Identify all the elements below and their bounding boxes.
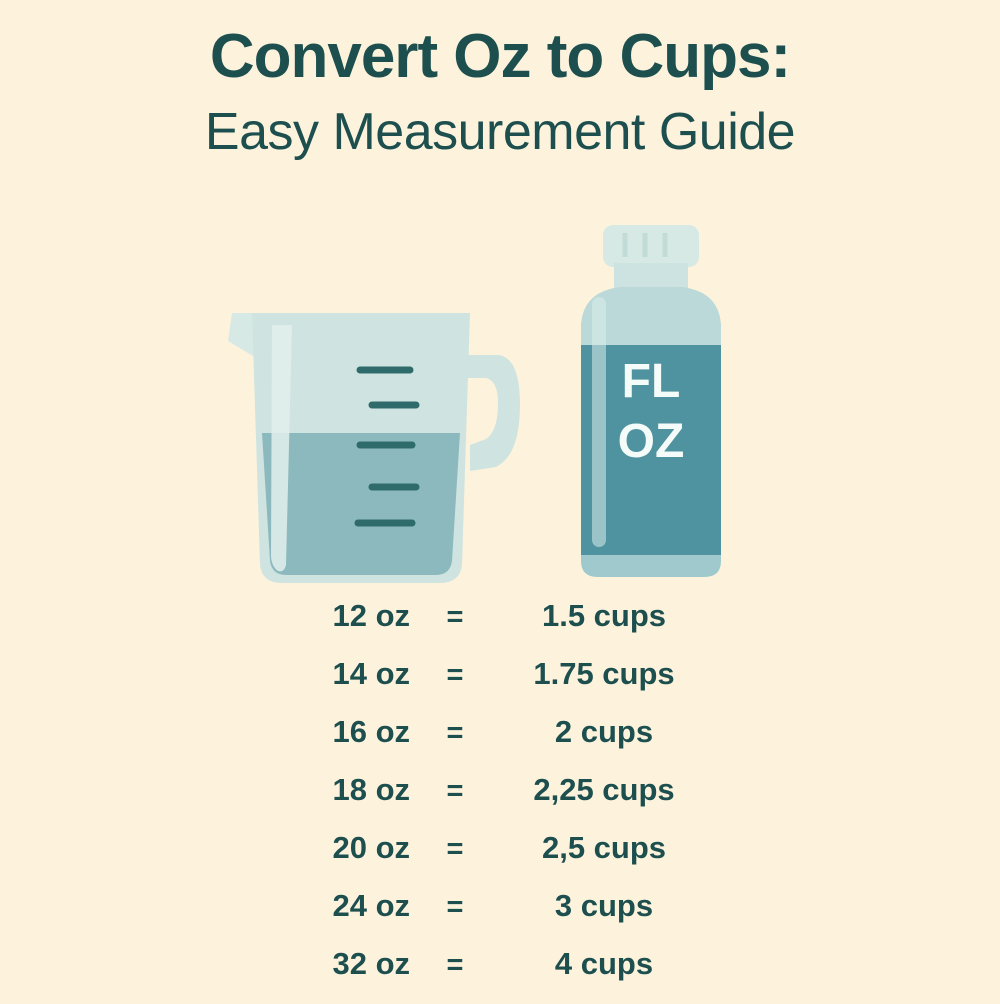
cell-equals: = (446, 601, 464, 633)
fl-oz-bottle-illustration (581, 225, 721, 577)
page-subtitle: Easy Measurement Guide (204, 103, 796, 162)
table-row (0, 946, 1000, 1004)
cell-cups: 2,25 cups (533, 772, 675, 807)
cell-cups: 1.75 cups (533, 656, 675, 691)
measuring-cup-illustration (228, 313, 520, 583)
cell-ounces: 14 oz (332, 656, 410, 691)
page-title: Convert Oz to Cups: (209, 22, 791, 91)
cell-ounces: 18 oz (332, 772, 410, 807)
heading-block (0, 24, 1000, 163)
cell-equals: = (446, 775, 464, 807)
cell-cups: 1.5 cups (541, 598, 667, 633)
cell-ounces: 12 oz (332, 598, 410, 633)
table-row (0, 888, 1000, 946)
table-row (0, 656, 1000, 714)
cell-ounces: 32 oz (332, 946, 410, 981)
bottle-label-line1: FL (621, 355, 681, 408)
cell-cups: 2,5 cups (541, 830, 667, 865)
table-row (0, 772, 1000, 830)
cell-equals: = (446, 949, 464, 981)
table-row (0, 714, 1000, 772)
cell-ounces: 16 oz (332, 714, 410, 749)
cell-cups: 3 cups (554, 888, 654, 923)
bottle-label-line2: OZ (617, 415, 685, 468)
table-row (0, 598, 1000, 656)
cell-equals: = (446, 659, 464, 691)
cell-equals: = (446, 717, 464, 749)
cell-cups: 2 cups (554, 714, 654, 749)
cell-equals: = (446, 891, 464, 923)
cell-equals: = (446, 833, 464, 865)
cell-cups: 4 cups (554, 946, 654, 981)
cell-ounces: 20 oz (332, 830, 410, 865)
conversion-table (0, 598, 1000, 1004)
illustration-area (0, 205, 1000, 595)
table-row (0, 830, 1000, 888)
cell-ounces: 24 oz (332, 888, 410, 923)
